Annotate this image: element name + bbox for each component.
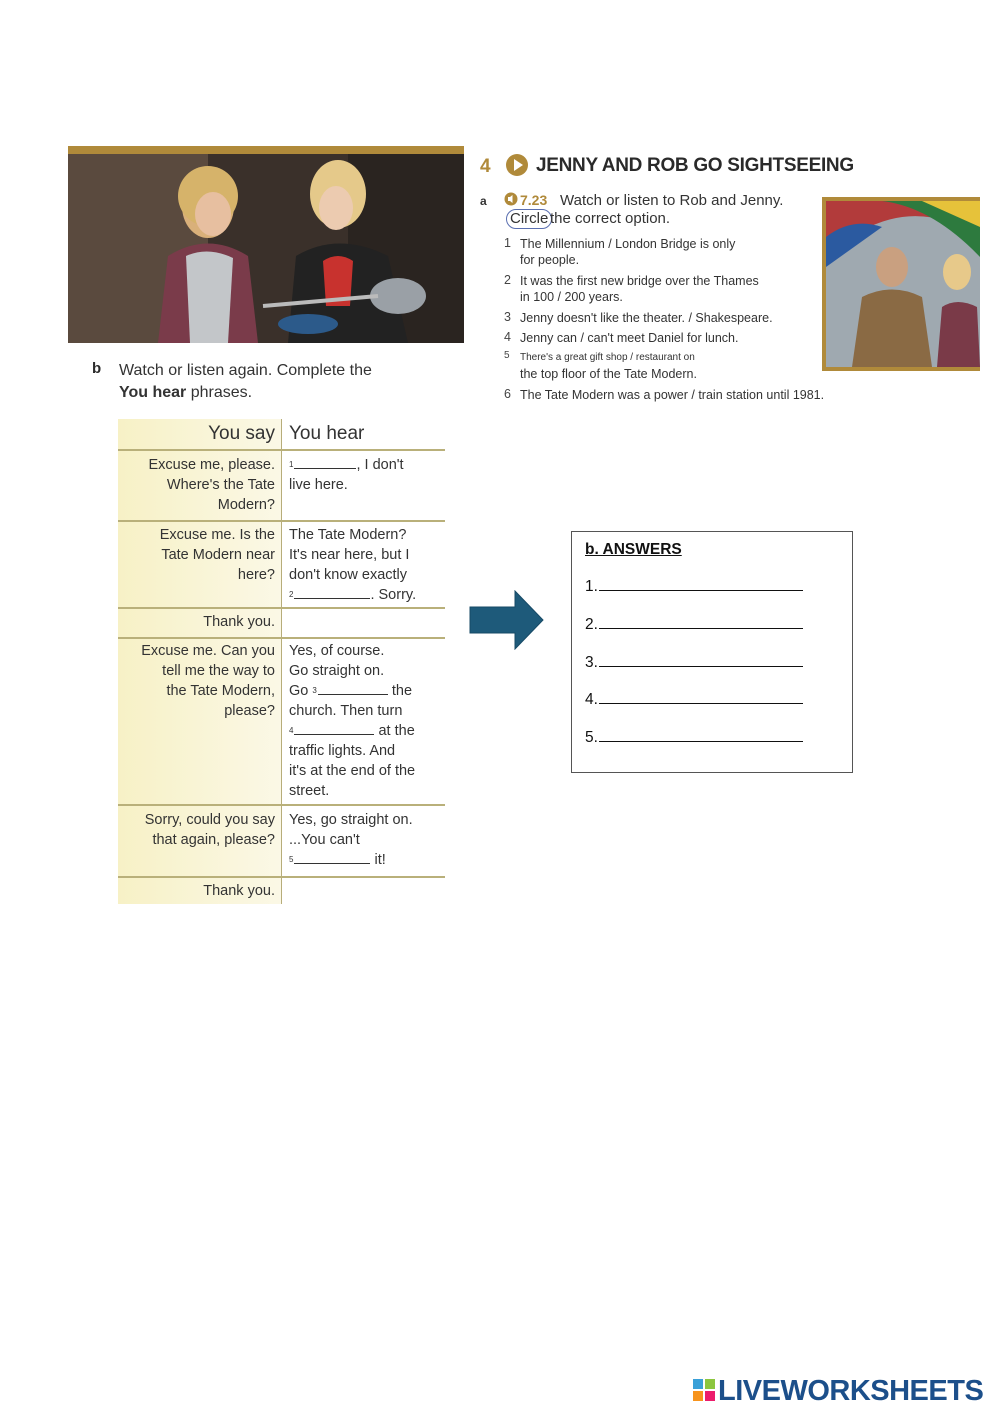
question-line: Jenny doesn't like the theater. / Shakespeare. xyxy=(520,311,773,325)
table-row-4-say xyxy=(141,641,275,721)
say-line: please? xyxy=(224,703,275,719)
photo-two-women xyxy=(68,146,464,343)
say-line: Sorry, could you say xyxy=(144,812,275,828)
say-line: Excuse me, please. xyxy=(148,457,275,473)
section-a-instruction-2: the correct option. xyxy=(550,210,671,227)
question-5 xyxy=(520,350,820,382)
answer-input-5[interactable] xyxy=(599,730,803,742)
hear-line: Yes, of course. xyxy=(289,643,385,659)
header-you-hear: You hear xyxy=(289,423,365,444)
table-row-3-say xyxy=(203,612,275,632)
say-line: tell me the way to xyxy=(162,663,275,679)
instruction-text-2: phrases. xyxy=(190,384,253,401)
say-line: Excuse me. Is the xyxy=(159,527,275,543)
hear-line: Go straight on. xyxy=(289,663,385,679)
question-number: 5 xyxy=(504,350,510,361)
table-row-2-hear xyxy=(289,525,441,605)
say-line: Excuse me. Can you xyxy=(141,643,275,659)
gap-blank-1 xyxy=(294,455,356,469)
section-a-instruction: Watch or listen to Rob and Jenny. xyxy=(560,192,784,209)
header-you-say: You say xyxy=(208,423,275,444)
section-number: 4 xyxy=(480,156,491,177)
say-line: the Tate Modern, xyxy=(166,683,275,699)
hear-line: don't know exactly xyxy=(289,567,408,583)
question-line: The Tate Modern was a power / train station until 1981. xyxy=(520,388,825,402)
question-line: The Millennium / London Bridge is only xyxy=(520,237,736,251)
gap-blank-5 xyxy=(294,850,370,864)
section-b-instruction xyxy=(119,360,439,404)
hear-text: at the xyxy=(374,723,415,739)
answer-row-2 xyxy=(585,616,803,634)
audio-track-icon[interactable] xyxy=(504,192,518,206)
question-3 xyxy=(520,310,820,326)
say-line: Thank you. xyxy=(203,883,275,899)
answer-input-4[interactable] xyxy=(599,692,803,704)
question-line: Jenny can / can't meet Daniel for lunch. xyxy=(520,331,739,345)
hear-text: Go xyxy=(289,683,313,699)
table-rule xyxy=(118,607,445,609)
table-row-5-hear xyxy=(289,810,441,870)
circled-word: Circle xyxy=(506,209,552,229)
play-video-icon[interactable] xyxy=(505,153,529,177)
section-title: JENNY AND ROB GO SIGHTSEEING xyxy=(536,155,854,176)
hear-text: it! xyxy=(370,852,386,868)
answer-row-3 xyxy=(585,654,803,672)
hear-text: , I don't xyxy=(356,457,404,473)
instruction-text-1: Watch or listen again. Complete the xyxy=(119,362,372,379)
say-line: Tate Modern near xyxy=(161,547,275,563)
instruction-bold: You hear xyxy=(119,384,187,401)
answer-row-4 xyxy=(585,691,803,709)
answer-label: 3. xyxy=(585,654,598,671)
answer-input-3[interactable] xyxy=(599,655,803,667)
say-line: that again, please? xyxy=(152,832,275,848)
hear-line: Yes, go straight on. xyxy=(289,812,413,828)
question-4 xyxy=(520,330,820,346)
hear-line: traffic lights. And xyxy=(289,743,396,759)
answer-label: 1. xyxy=(585,578,598,595)
question-line: the top floor of the Tate Modern. xyxy=(520,367,697,381)
question-number: 3 xyxy=(504,310,511,324)
answer-row-1 xyxy=(585,578,803,596)
section-a-letter: a xyxy=(480,194,487,208)
logo-text: LIVEWORKSHEETS xyxy=(718,1375,984,1407)
say-line: Where's the Tate xyxy=(166,477,275,493)
table-row-2-say xyxy=(160,525,275,585)
table-rule xyxy=(118,804,445,806)
hear-line: The Tate Modern? xyxy=(289,527,407,543)
arrow-right-icon xyxy=(469,590,545,650)
question-line: It was the first new bridge over the Thames xyxy=(520,274,759,288)
question-number: 1 xyxy=(504,236,511,250)
answer-label: 4. xyxy=(585,691,598,708)
table-rule xyxy=(118,876,445,878)
gap-number: 5 xyxy=(289,855,294,864)
question-number: 6 xyxy=(504,387,511,401)
question-1 xyxy=(520,236,820,268)
answer-input-2[interactable] xyxy=(599,617,803,629)
track-number: 7.23 xyxy=(520,192,548,208)
question-line: There's a great gift shop / restaurant on xyxy=(520,352,695,363)
answer-label: 2. xyxy=(585,616,598,633)
gap-number: 4 xyxy=(289,726,294,735)
gap-blank-2 xyxy=(294,585,370,599)
question-number: 4 xyxy=(504,330,511,344)
answer-row-5 xyxy=(585,729,803,747)
say-line: Thank you. xyxy=(203,614,275,630)
gap-number: 1 xyxy=(289,460,294,469)
hear-text: . Sorry. xyxy=(370,587,417,603)
question-2 xyxy=(520,273,820,305)
answers-title: b. ANSWERS xyxy=(585,541,682,558)
table-row-5-say xyxy=(145,810,275,850)
table-rule xyxy=(118,449,445,451)
hear-line: It's near here, but I xyxy=(289,547,410,563)
say-line: Modern? xyxy=(217,497,275,513)
answer-label: 5. xyxy=(585,729,598,746)
table-row-6-say xyxy=(203,881,275,901)
table-row-1-say xyxy=(148,455,275,515)
question-6 xyxy=(520,387,870,403)
hear-line: church. Then turn xyxy=(289,703,403,719)
hear-line: street. xyxy=(289,783,330,799)
logo-mark-icon xyxy=(693,1379,715,1401)
table-row-4-hear xyxy=(289,641,441,801)
gap-blank-3 xyxy=(318,681,388,695)
hear-line: live here. xyxy=(289,477,348,493)
photo-jenny-and-rob xyxy=(822,197,980,371)
gap-number: 3 xyxy=(312,686,317,695)
table-rule xyxy=(118,520,445,522)
answer-input-1[interactable] xyxy=(599,579,803,591)
section-b-letter: b xyxy=(92,360,102,377)
hear-text: the xyxy=(387,683,413,699)
table-divider xyxy=(281,419,282,904)
hear-line: ...You can't xyxy=(289,832,360,848)
question-line: in 100 / 200 years. xyxy=(520,290,623,304)
gap-number: 2 xyxy=(289,590,294,599)
hear-line: it's at the end of the xyxy=(289,763,416,779)
question-line: for people. xyxy=(520,253,580,267)
table-row-1-hear xyxy=(289,455,441,495)
phrase-table xyxy=(118,419,445,904)
table-rule xyxy=(118,637,445,639)
gap-blank-4 xyxy=(294,721,374,735)
say-line: here? xyxy=(237,567,275,583)
question-number: 2 xyxy=(504,273,511,287)
